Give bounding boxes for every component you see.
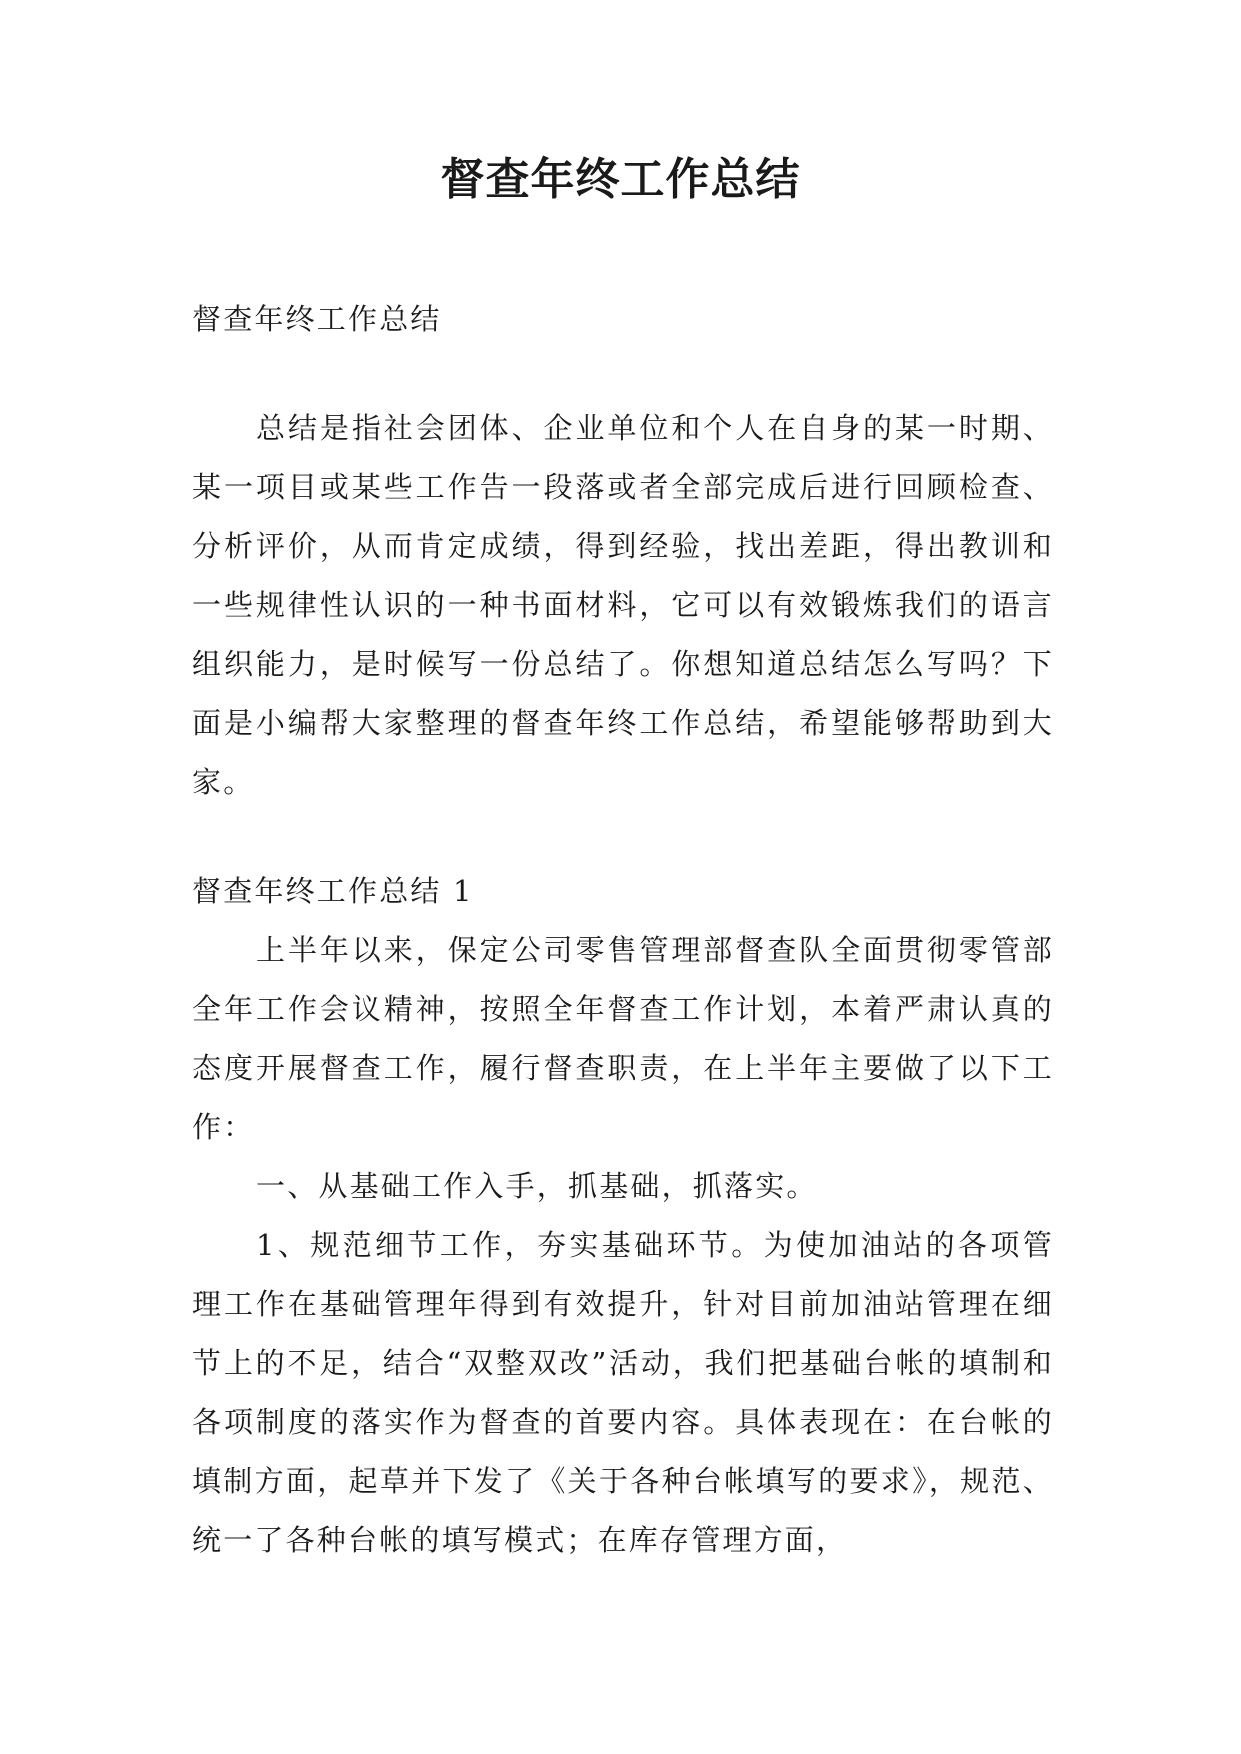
document-title: 督查年终工作总结 [440,154,801,205]
document-subtitle: 督查年终工作总结 [192,302,442,336]
section-item: 1、规范细节工作，夯实基础环节。为使加油站的各项管理工作在基础管理年得到有效提升，针对目前加油站管理在细节上的不足，结合“双整双改”活动，我们把基础台帐的填制和各项制度的落实作为督查的首要内容。具体表现在：在台帐的填制方面，起草并下发了《关于各种台帐填写的要求》，规范、统一了各种台帐的填写模式；在库存管理方面， [192,1228,1054,1557]
spacer [192,349,1054,399]
document-body [192,290,1054,1570]
spacer [192,812,1054,862]
section-heading: 督查年终工作总结 1 [192,874,474,908]
section-paragraph: 上半年以来，保定公司零售管理部督查队全面贯彻零管部全年工作会议精神，按照全年督查工作计划，本着严肃认真的态度开展督查工作，履行督查职责，在上半年主要做了以下工作： [192,933,1054,1144]
section-point: 一、从基础工作入手，抓基础，抓落实。 [256,1169,818,1203]
intro-paragraph: 总结是指社会团体、企业单位和个人在自身的某一时期、某一项目或某些工作告一段落或者全部完成后进行回顾检查、分析评价，从而肯定成绩，得到经验，找出差距，得出教训和一些规律性认识的一种书面材料，它可以有效锻炼我们的语言组织能力，是时候写一份总结了。你想知道总结怎么写吗？下面是小编帮大家整理的督查年终工作总结，希望能够帮助到大家。 [192,411,1054,799]
